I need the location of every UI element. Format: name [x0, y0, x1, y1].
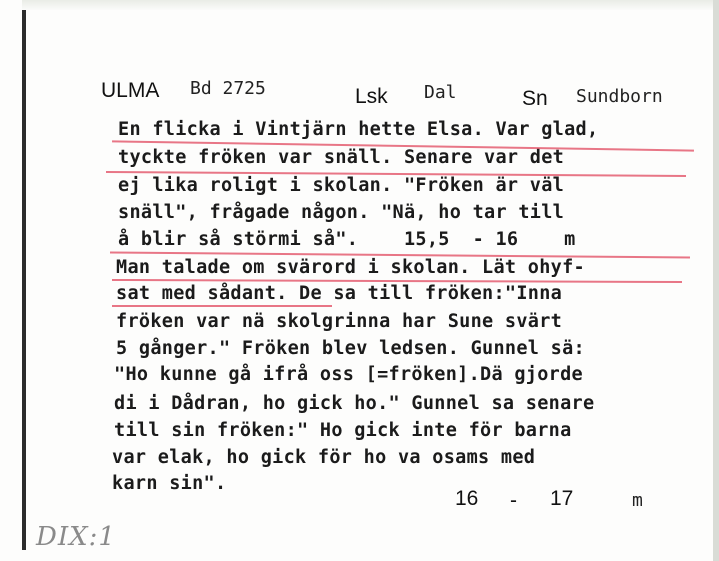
- footer-unit: m: [632, 490, 643, 511]
- body-line-1: En flicka i Vintjärn hette Elsa. Var glad,: [118, 119, 599, 140]
- card-right-edge: [713, 0, 719, 561]
- body-line-9: 5 gånger." Fröken blev ledsen. Gunnel sä:: [116, 338, 585, 359]
- body-line-14: karn sin".: [112, 473, 227, 494]
- volume-number: Bd 2725: [190, 78, 266, 99]
- body-line-7: sat med sådant. De sa till fröken:"Inna: [116, 283, 563, 304]
- body-line-3: ej lika roligt i skolan. "Fröken är väl: [118, 175, 565, 196]
- body-line-6: Man talade om svärord i skolan. Lät ohyf-: [116, 257, 585, 278]
- body-line-5: å blir så störmi så". 15,5 - 16 m: [118, 229, 576, 250]
- footer-dash: -: [510, 489, 517, 512]
- handwritten-note: DIX:1: [36, 522, 116, 552]
- card-left-border: [22, 10, 26, 550]
- sn-value: Sundborn: [576, 86, 663, 107]
- lsk-value: Dal: [424, 82, 457, 103]
- card-top-edge: [22, 0, 719, 10]
- body-line-8: fröken var nä skolgrinna har Sune svärt: [116, 311, 563, 332]
- footer-page-from: 16: [455, 487, 479, 510]
- body-line-10: "Ho kunne gå ifrå oss [=fröken].Dä gjorde: [114, 364, 583, 385]
- sn-label: Sn: [522, 87, 548, 110]
- body-line-4: snäll", frågade någon. "Nä, ho tar till: [118, 202, 565, 223]
- body-line-11: di i Dådran, ho gick ho." Gunnel sa senare: [114, 393, 595, 414]
- body-line-13: var elak, ho gick för ho va osams med: [112, 447, 536, 468]
- body-line-2: tyckte fröken var snäll. Senare var det: [118, 147, 565, 168]
- lsk-label: Lsk: [355, 85, 388, 108]
- archive-code: ULMA: [101, 79, 160, 102]
- footer-page-to: 17: [550, 487, 574, 510]
- body-line-12: till sin fröken:" Ho gick inte för barna: [114, 420, 572, 441]
- underline-5: [112, 305, 332, 307]
